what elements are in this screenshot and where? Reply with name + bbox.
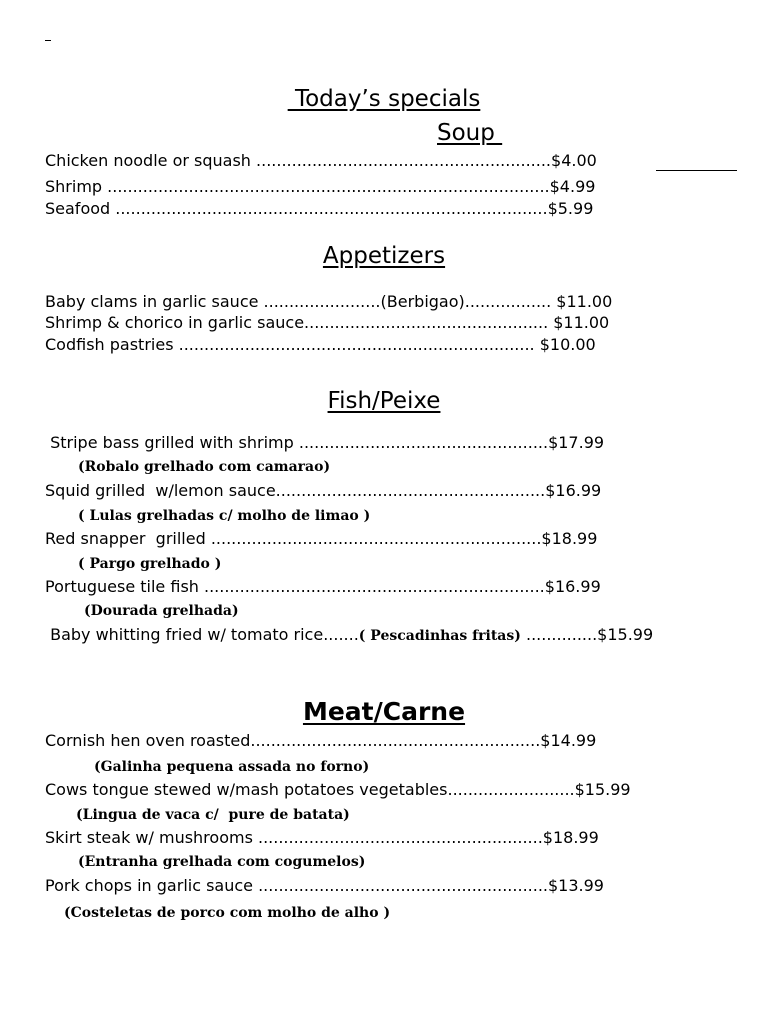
appetizer-item-codfish-pastries: Codfish pastries ...................................................................... $10.00: [45, 335, 596, 354]
meat-item-pork-chops: Pork chops in garlic sauce .........................................................$13.99: [45, 876, 604, 895]
meat-heading: Meat/Carne: [302, 697, 466, 726]
fish-item-baby-whitting-price: ..............$15.99: [520, 625, 654, 644]
meat-item-cornish-hen-translation: (Galinha pequena assada no forno): [94, 759, 370, 775]
fish-item-tile-fish: Portuguese tile fish ...................................................................$16.99: [45, 577, 601, 596]
soup-item-chicken-noodle: Chicken noodle or squash ..........................................................$4.00: [45, 151, 597, 170]
appetizers-heading: Appetizers: [322, 243, 446, 269]
fish-item-tile-fish-translation: (Dourada grelhada): [84, 603, 239, 619]
appetizer-item-baby-clams: Baby clams in garlic sauce .......................(Berbigao)................. $11.00: [45, 292, 613, 311]
meat-item-cows-tongue: Cows tongue stewed w/mash potatoes vegetables.........................$15.99: [45, 780, 631, 799]
page-title: Today’s specials: [287, 86, 481, 112]
fish-item-squid-translation: ( Lulas grelhadas c/ molho de limao ): [78, 508, 371, 524]
underline-rule: [656, 170, 737, 171]
corner-mark: [45, 40, 51, 41]
fish-item-squid: Squid grilled w/lemon sauce.....................................................$16.99: [45, 481, 602, 500]
appetizer-item-shrimp-chorico: Shrimp & chorico in garlic sauce................................................ $11.00: [45, 313, 610, 332]
meat-item-cows-tongue-translation: (Lingua de vaca c/ pure de batata): [76, 807, 350, 823]
fish-item-red-snapper-translation: ( Pargo grelhado ): [78, 556, 222, 572]
meat-item-pork-chops-translation: (Costeletas de porco com molho de alho ): [64, 905, 391, 921]
meat-item-skirt-steak-translation: (Entranha grelhada com cogumelos): [78, 854, 366, 870]
fish-item-stripe-bass: Stripe bass grilled with shrimp .................................................$17.99: [45, 433, 605, 452]
meat-item-skirt-steak: Skirt steak w/ mushrooms ........................................................$18.99: [45, 828, 599, 847]
fish-item-stripe-bass-translation: (Robalo grelhado com camarao): [78, 459, 331, 475]
fish-item-baby-whitting: [45, 625, 653, 645]
fish-item-baby-whitting-name: Baby whitting fried w/ tomato rice.......: [45, 625, 359, 644]
fish-item-red-snapper: Red snapper grilled .................................................................$18.99: [45, 529, 598, 548]
soup-item-seafood: Seafood .....................................................................................$5.99: [45, 199, 594, 218]
soup-item-shrimp: Shrimp .......................................................................................$4.99: [45, 177, 596, 196]
fish-item-baby-whitting-translation: ( Pescadinhas fritas): [358, 628, 521, 644]
soup-heading: Soup: [437, 120, 503, 146]
meat-item-cornish-hen: Cornish hen oven roasted.........................................................$14.99: [45, 731, 597, 750]
fish-heading: Fish/Peixe: [327, 388, 441, 414]
